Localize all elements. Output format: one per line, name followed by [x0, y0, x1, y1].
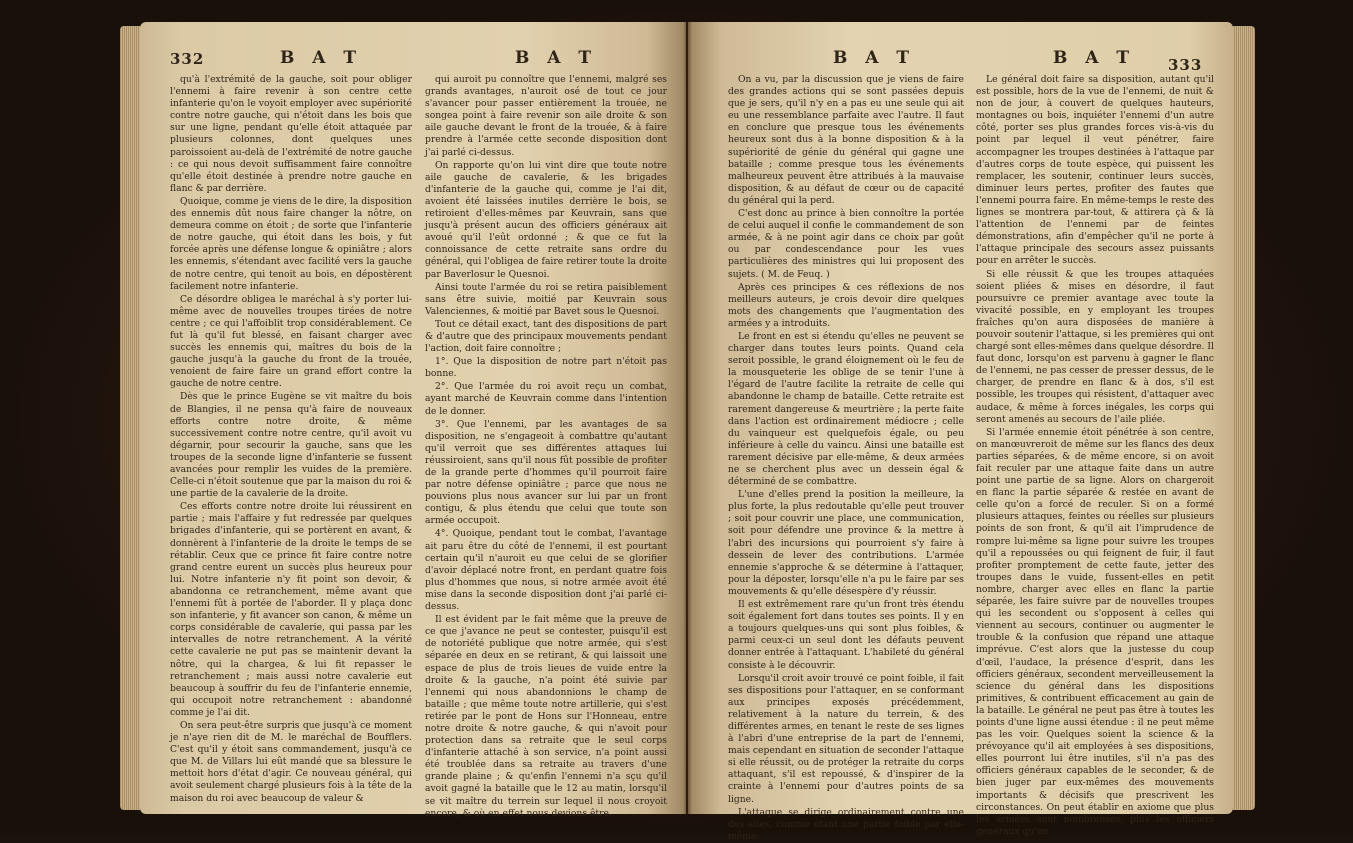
- text-column-2: [425, 74, 667, 819]
- text-column-1: [728, 74, 964, 842]
- page-number: 333: [1168, 56, 1203, 74]
- paragraph: qui auroit pu connoître que l'ennemi, malgré ses grands avantages, n'auroit osé de tout ce jour s'avancer pour passer entièrement la trouée, ne songea point à faire revenir son aile droite & son aile gauche devant le front de la trouée, & à faire prendre à l'armée cette seconde disposition dont j'ai parlé ci-dessus.: [425, 74, 667, 158]
- paragraph: Il est extrêmement rare qu'un front très étendu soit également fort dans toutes ses points. Il y en a toujours quelques-uns qui sont plus foibles, & parmi ceux-ci un seul dont les défauts peuvent donner entrée à l'attaquant. L'habileté du général consiste à le découvrir.: [728, 599, 964, 671]
- text-column-2: [976, 74, 1214, 837]
- paragraph: 2°. Que l'armée du roi avoit reçu un combat, ayant marché de Keuvrain comme dans l'intention de le donner.: [425, 381, 667, 417]
- paragraph: Le général doit faire sa disposition, autant qu'il est possible, hors de la vue de l'ennemi, de nuit & non de jour, à couvert de quelques hauteurs, montagnes ou bois, inquiéter l'ennemi d'un autre côté, porter ses plus grandes forces vis-à-vis du point par lequel il veut pénétrer, faire accompagner les troupes destinées à l'attaque par d'autres corps de toute espèce, qui puissent les remplacer, les soutenir, continuer leurs succès, diminuer leurs pertes, profiter des fautes que l'ennemi pourra faire. En même-temps le reste des lignes se montrera par-tout, & attirera çà & là l'attention de l'ennemi par de feintes démonstrations, afin d'empêcher qu'il ne porte à l'attaque principale des secours assez puissants pour en arrêter le succès.: [976, 74, 1214, 267]
- paragraph: 3°. Que l'ennemi, par les avantages de sa disposition, ne s'engageoit à combattre qu'autant qu'il verroit que ses différentes attaques lui réussiroient, sans qu'il nous fût possible de profiter de la grande perte d'hommes qu'il pourroit faire par notre défense opiniâtre ; parce que nous ne pouvions plus nous avancer sur lui par un front contigu, & plus étendu que celui que toute son armée occupoit.: [425, 418, 667, 527]
- paragraph: Ainsi toute l'armée du roi se retira paisiblement sans être suivie, moitié par Keuvrain sous Valenciennes, & moitié par Bavet sous le Quesnoi.: [425, 281, 667, 317]
- paragraph: Si elle réussit & que les troupes attaquées soient pliées & mises en désordre, il faut poursuivre ce premier avantage avec toute la vivacité possible, en y employant les troupes fraîches qu'on aura disposées de manière à pouvoir soutenir l'attaque, si les premières qui ont chargé sont elles-mêmes dans quelque désordre. Il faut donc, lorsqu'on est parvenu à gagner le flanc de l'ennemi, ne pas cesser de presser dessus, de le charger, de prendre en flanc & à dos, s'il est possible, les troupes qui résistent, d'attaquer avec audace, & même à forces inégales, les corps qui seront amenés au secours de l'aile pliée.: [976, 268, 1214, 425]
- paragraph: Après ces principes & ces réflexions de nos meilleurs auteurs, je crois devoir dire quelques mots des changements que l'augmentation des armées y a introduits.: [728, 281, 964, 329]
- running-head: B A T: [833, 48, 916, 68]
- paragraph: 1°. Que la disposition de notre part n'étoit pas bonne.: [425, 356, 667, 380]
- paragraph: On sera peut-être surpris que jusqu'à ce moment je n'aye rien dit de M. le maréchal de Boufflers. C'est qu'il y étoit sans commandement, jusqu'à ce que M. de Villars lui eût mandé que sa blessure le mettoit hors d'état d'agir. Ce nouveau général, qui avoit seulement chargé plusieurs fois à la tête de la maison du roi avec beaucoup de valeur &: [170, 719, 412, 804]
- paragraph: Ces efforts contre notre droite lui réussirent en partie ; mais l'affaire y fut redressée par quelques brigades d'infanterie, qui se portèrent en avant, & donnèrent à l'infanterie de la droite le temps de se rétablir. Ceux que ce prince fit faire contre notre grand centre eurent un succès plus heureux pour lui. Notre infanterie n'y fit point son devoir, & abandonna ce retranchement, même avant que l'ennemi fût à portée de l'aborder. Il y plaça donc son infanterie, y fit avancer son canon, & même un corps considérable de cavalerie, qui passa par les intervalles de notre retranchement. A la vérité cette cavalerie ne put pas se maintenir devant la nôtre, qui la chargea, & lui fit repasser le retranchement ; mais aussi notre cavalerie eut beaucoup à souffrir du feu de l'infanterie ennemie, qui occupoit notre retranchement : abandonné comme je l'ai dit.: [170, 501, 412, 718]
- paragraph: C'est donc au prince à bien connoître la portée de celui auquel il confie le commandement de son armée, & à ne point agir dans ce choix par goût ou par condescendance pour les vues particulières des ministres qui lui proposent des sujets. ( M. de Feuq. ): [728, 208, 964, 280]
- right-page: [688, 22, 1233, 842]
- paragraph: qu'à l'extrémité de la gauche, soit pour obliger l'ennemi à faire revenir à son centre cette infanterie qu'on le voyoit employer avec supériorité contre notre gauche, qui n'étoit dans les bois que sur une ligne, pendant qu'elle étoit attaquée par plusieurs colonnes, dont quelques unes paroissoient au-delà de l'extrémité de notre gauche : ce qui nous devoit suffisamment faire connoître qu'elle étoit destinée à prendre notre gauche en flanc & par derrière.: [170, 74, 412, 194]
- running-head: B A T: [1053, 48, 1136, 68]
- paragraph: L'une d'elles prend la position la meilleure, la plus forte, la plus redoutable qu'elle peut trouver ; soit pour couvrir une place, une communication, soit pour défendre une province & la mettre à l'abri des incursions qui pourroient s'y faire à dessein de lever des contributions. L'armée ennemie s'approche & se détermine à l'attaquer, pour la déposter, lorsqu'elle n'a pu le faire par ses mouvements & qu'elle désespère d'y réussir.: [728, 489, 964, 597]
- running-head: B A T: [280, 48, 363, 68]
- page-number: 332: [170, 50, 205, 68]
- paragraph: Ce désordre obligea le maréchal à s'y porter lui-même avec de nouvelles troupes tirées de notre centre ; ce qui l'affoiblit trop considérablement. Ce fut là qu'il fut blessé, en faisant charger avec succès les ennemis qui, maîtres du bois de la gauche jusqu'à la gauche du front de la trouée, venoient de faire faire un grand effort contre la gauche de notre centre.: [170, 293, 412, 390]
- page-edges-left: [120, 26, 140, 810]
- paragraph: Le front en est si étendu qu'elles ne peuvent se charger dans toutes leurs points. Quand cela seroit possible, le grand éloignement où le feu de la mousqueterie les oblige de se tenir l'une à l'égard de l'autre facilite la retraite de celle qui abandonne le champ de bataille. Cette retraite est rarement dangereuse & meurtrière ; la perte faite dans l'action est ordinairement médiocre ; celle du vainqueur est quelquefois égale, ou peu inférieure à celle du vaincu. Ainsi une bataille est rarement décisive par elle-même, & deux armées ne se cherchent plus avec un dessein égal & déterminé de se combattre.: [728, 330, 964, 488]
- paragraph: Si l'armée ennemie étoit pénétrée à son centre, on manœuvreroit de même sur les flancs des deux parties séparées, & de même encore, si on avoit fait reculer par une attaque faite dans un autre point une partie de sa ligne. Alors on chargeroit en flanc la partie séparée & restée en avant de celle qu'on a forcé de reculer. Si on a formé plusieurs attaques, feintes ou réelles sur plusieurs points de son front, & qu'il ait l'imprudence de rompre lui-même sa ligne pour suivre les troupes qu'il a repoussées ou qui feignent de fuir, il faut profiter promptement de cette faute, jetter des troupes dans le vuide, fussent-elles en petit nombre, charger avec elles en flanc la partie séparée, les faire suivre par de nouvelles troupes qui les secondent ou s'opposent à celles qui viennent au secours, continuer ou augmenter le trouble & la confusion que répand une attaque imprévue. C'est alors que la justesse du coup d'œil, l'audace, la présence d'esprit, dans les officiers généraux, secondent merveilleusement la science du général dans les dispositions primitives, & contribuent efficacement au gain de la bataille. Le général ne peut pas être à toutes les points d'une ligne aussi étendue : il ne peut même pas les voir. Quelques soient la science & la prévoyance qu'il ait employées à ses dispositions, elles pourront lui être inutiles, s'il n'a pas des officiers généraux capables de le seconder, & de bien juger par eux-mêmes des mouvements importants & décisifs que prescrivent les circonstances. On peut établir en axiome que plus les armées sont nombreuses, plus les officiers généraux qu'on: [976, 426, 1214, 837]
- paragraph: On a vu, par la discussion que je viens de faire des grandes actions qui se sont passées depuis que je sers, qu'il n'y en a pas eu une seule qui ait eu une ressemblance parfaite avec l'autre. Il faut en conclure que presque tous les événements heureux sont dus à la bonne disposition & à la supériorité de génie du général qui gagne une bataille ; comme presque tous les événements malheureux peuvent être attribués à la mauvaise disposition, & au défaut de cœur ou de capacité du général qui la perd.: [728, 74, 964, 206]
- paragraph: Tout ce détail exact, tant des dispositions de part & d'autre que des principaux mouvements pendant l'action, doit faire connoître ;: [425, 318, 667, 355]
- paragraph: 4°. Quoique, pendant tout le combat, l'avantage ait paru être du côté de l'ennemi, il est pourtant certain qu'il n'auroit eu que celui de se glorifier d'avoir déplacé notre front, en perdant quatre fois plus d'hommes que nous, si notre armée avoit été mise dans la seconde disposition dont j'ai parlé ci-dessus.: [425, 528, 667, 613]
- paragraph: Dès que le prince Eugène se vit maître du bois de Blangies, il ne pensa qu'à faire de nouveaux efforts contre notre droite, & même successivement contre notre centre, qu'il avoit vu dégarnir, pour secourir la gauche, sans que les troupes de la seconde ligne d'infanterie se fussent avancées pour remplir les vuides de la première. Celle-ci n'étoit soutenue que par la maison du roi & une partie de la cavalerie de la droite.: [170, 391, 412, 500]
- running-head: B A T: [515, 48, 598, 68]
- paragraph: On rapporte qu'on lui vint dire que toute notre aile gauche de cavalerie, & les brigades d'infanterie de la gauche qui, comme je l'ai dit, avoient été laissées inutiles derrière le bois, se retiroient d'elles-mêmes par Keuvrain, sans que jusqu'à présent aucun des officiers généraux ait avoué qu'il l'eût ordonné ; & que ce fut la connoissance de cette retraite sans ordre du général, qui l'obligea de faire retirer toute la droite par Baverlosur le Quesnoi.: [425, 159, 667, 280]
- paragraph: Il est évident par le fait même que la preuve de ce que j'avance ne peut se contester, puisqu'il est de notoriété publique que notre armée, qui s'est séparée en deux en se retirant, & qui laissoit une espace de plus de trois lieues de vuide entre la droite & la gauche, n'a point été suivie par l'ennemi qui nous abandonnions le champ de bataille ; que même toute notre artillerie, qui s'est retirée par le pont de Hons sur l'Honneau, entre notre droite & notre gauche, & qui n'avoit pour protection dans sa retraite que le seul corps d'infanterie attaché à son service, n'a point aussi été troublée dans sa retraite au travers d'une grande plaine ; & qu'enfin l'ennemi n'a sçu qu'il avoit gagné la bataille que le 12 au matin, lorsqu'il se vit maître du terrein sur lequel il nous croyoit encore, & où en effet nous devions être.: [425, 614, 667, 819]
- paragraph: Quoique, comme je viens de le dire, la disposition des ennemis dût nous faire changer la nôtre, on demeura comme on étoit ; de sorte que l'infanterie de notre gauche, qui étoit dans les bois, y fut forcée après une défense longue & opiniâtre ; alors les ennemis, s'étendant avec facilité vers la gauche de notre centre, qui tenoit au bois, en dépostèrent facilement notre infanterie.: [170, 195, 412, 292]
- page-edges-right: [1233, 26, 1255, 810]
- left-page: [140, 22, 686, 819]
- book-gutter: [683, 22, 692, 814]
- text-column-1: [170, 74, 412, 806]
- paragraph: L'attaque se dirige ordinairement contre une des ailes, comme étant une partie foible par elle-même.: [728, 806, 964, 842]
- paragraph: Lorsqu'il croit avoir trouvé ce point foible, il fait ses dispositions pour l'attaquer, en se conformant aux principes exposés précédemment, relativement à la nature du terrein, & des différentes armes, en tenant le reste de ses lignes à l'abri d'une entreprise de la part de l'ennemi, mais cependant en situation de seconder l'attaque si elle réussit, ou de protéger la retraite du corps attaquant, s'il est repoussé, & d'inspirer de la crainte à l'ennemi pour d'autres points de sa ligne.: [728, 672, 964, 805]
